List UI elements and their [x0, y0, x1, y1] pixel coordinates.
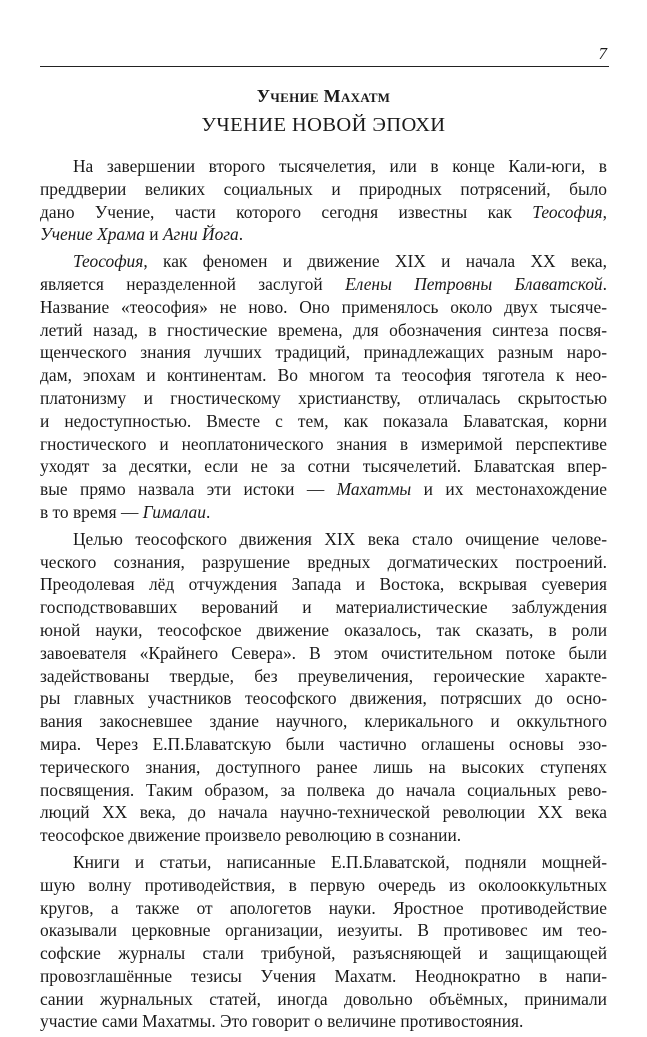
text-run: участие сами Махатмы. Это говорит о величине противостояния. [40, 1011, 524, 1032]
text-run: и недоступностью. Вместе с тем, как показала Блаватская, корни [40, 410, 607, 431]
text-run: уходят за десятки, если не за сотни тысячелетий. Блаватская впер- [40, 456, 607, 477]
header-rule [40, 66, 609, 67]
text-run: вые прямо назвала эти истоки — [40, 479, 337, 500]
text-line [40, 250, 607, 273]
text-run: летий назад, в гностические времена, для обозначения синтеза посвя- [40, 319, 607, 340]
text-line [40, 178, 607, 201]
chapter-subtitle: УЧЕНИЕ НОВОЙ ЭПОХИ [201, 114, 446, 136]
text-line [40, 801, 607, 824]
text-run: оказывали церковные организации, иезуиты. В противовес им тео- [40, 920, 607, 941]
text-run: в то время — [40, 501, 143, 522]
text-run: люций XX века, до начала научно-технической революции XX века [40, 802, 607, 823]
text-run: задействованы твердые, без преувеличения, героические характе- [40, 665, 607, 686]
text-run: юной науки, теософское движение оказалось, так сказать, в роли [40, 619, 607, 640]
paragraph [40, 851, 607, 1033]
text-run: и их местонахождение [411, 479, 607, 500]
text-run: Название «теософия» не ново. Оно применялось около двух тысяче- [40, 296, 607, 317]
text-run: завоевателя «Крайнего Севера». В этом очистительном потоке были [40, 642, 607, 663]
text-run: гностического и неоплатонического знания в измеримой перспективе [40, 433, 607, 454]
text-line [40, 455, 607, 478]
text-line [40, 296, 607, 319]
text-run: и [144, 224, 163, 245]
text-line [40, 919, 607, 942]
text-line [40, 988, 607, 1011]
text-run: . [602, 273, 607, 294]
text-line [40, 687, 607, 710]
text-line [40, 364, 607, 387]
italic-term: Елены Петровны Блаватской [345, 273, 603, 294]
text-line [40, 596, 607, 619]
text-run: ческого сознания, разрушение вредных догматических построений. [40, 551, 607, 572]
text-run: посвящения. Таким образом, за полвека до начала социальных рево- [40, 779, 607, 800]
text-line [40, 410, 607, 433]
text-line [40, 155, 607, 178]
text-run: Преодолевая лёд отчуждения Запада и Востока, вскрывая суеверия [40, 574, 607, 595]
text-run: вания закосневшее здание научного, клерикального и оккультного [40, 711, 607, 732]
body-text [40, 155, 607, 1037]
text-line [40, 965, 607, 988]
text-line [40, 642, 607, 665]
text-run: кругов, а также от апологетов науки. Яростное противодействие [40, 897, 607, 918]
page-number: 7 [598, 44, 607, 63]
text-run: шую волну противодействия, в первую очередь из околооккультных [40, 874, 607, 895]
text-run: платонизму и гностическому христианству, отличалась скрытостью [40, 387, 607, 408]
paragraph [40, 250, 607, 524]
text-run: На завершении второго тысячелетия, или в конце Кали-юги, в [73, 156, 607, 176]
text-run: софские журналы стали трибуной, разъясняющей и защищающей [40, 943, 607, 964]
italic-term: Махатмы [336, 479, 412, 500]
text-line [40, 319, 607, 342]
text-line [40, 733, 607, 756]
text-line [40, 710, 607, 733]
paragraph [40, 528, 607, 847]
text-run: теософское движение произвело революцию в сознании. [40, 825, 462, 846]
text-run: сании журнальных статей, иногда довольно объёмных, принимали [40, 988, 607, 1009]
paragraph [40, 155, 607, 246]
text-line [40, 824, 607, 847]
text-run: щенческого знания лучших традиций, принадлежащих разным наро- [40, 342, 607, 363]
text-line [40, 433, 607, 456]
text-line [40, 223, 607, 246]
italic-term: Теософия [73, 251, 144, 272]
text-run: Целью теософского движения XIX века стало очищение челове- [73, 528, 607, 549]
text-run: , как феномен и движение XIX и начала XX века, [143, 251, 607, 272]
text-run: господствовавших верований и материалистические заблуждения [40, 597, 607, 618]
text-line [40, 1010, 607, 1033]
italic-term: Учение Храма [40, 224, 145, 245]
text-run: провозглашённые тезисы Учения Махатм. Неоднократно в напи- [40, 965, 607, 986]
text-run: ры главных участников теософского движения, потрясших до осно- [40, 688, 607, 709]
text-line [40, 341, 607, 364]
text-run: , [602, 201, 607, 222]
text-run: дам, эпохам и континентам. Во многом та теософия тяготела к нео- [40, 365, 607, 386]
text-line [40, 897, 607, 920]
text-line [40, 942, 607, 965]
italic-term: Гималаи [142, 501, 206, 522]
text-run: . [238, 224, 244, 245]
italic-term: Теософия [532, 201, 603, 222]
text-line [40, 478, 607, 501]
text-line [40, 573, 607, 596]
text-line [40, 387, 607, 410]
text-line [40, 201, 607, 224]
text-line [40, 851, 607, 874]
text-run: мира. Через Е.П.Блаватскую были частично оглашены основы эзо- [40, 733, 607, 754]
chapter-title: Учение Махатм [256, 86, 391, 106]
italic-term: Агни Йога [162, 224, 239, 245]
text-run: . [205, 501, 211, 522]
text-run: преддверии великих социальных и природных потрясений, было [40, 178, 607, 199]
text-line [40, 528, 607, 551]
text-run: Книги и статьи, написанные Е.П.Блаватской, подняли мощней- [73, 851, 607, 872]
text-line [40, 665, 607, 688]
text-line [40, 756, 607, 779]
text-run: дано Учение, части которого сегодня известны как [40, 201, 533, 222]
text-line [40, 501, 607, 524]
text-line [40, 779, 607, 802]
text-line [40, 619, 607, 642]
text-line [40, 273, 607, 296]
text-run: терического знания, доступного ранее лишь на высоких ступенях [40, 756, 607, 777]
text-line [40, 551, 607, 574]
text-run: является неразделенной заслугой [40, 273, 346, 294]
text-line [40, 874, 607, 897]
